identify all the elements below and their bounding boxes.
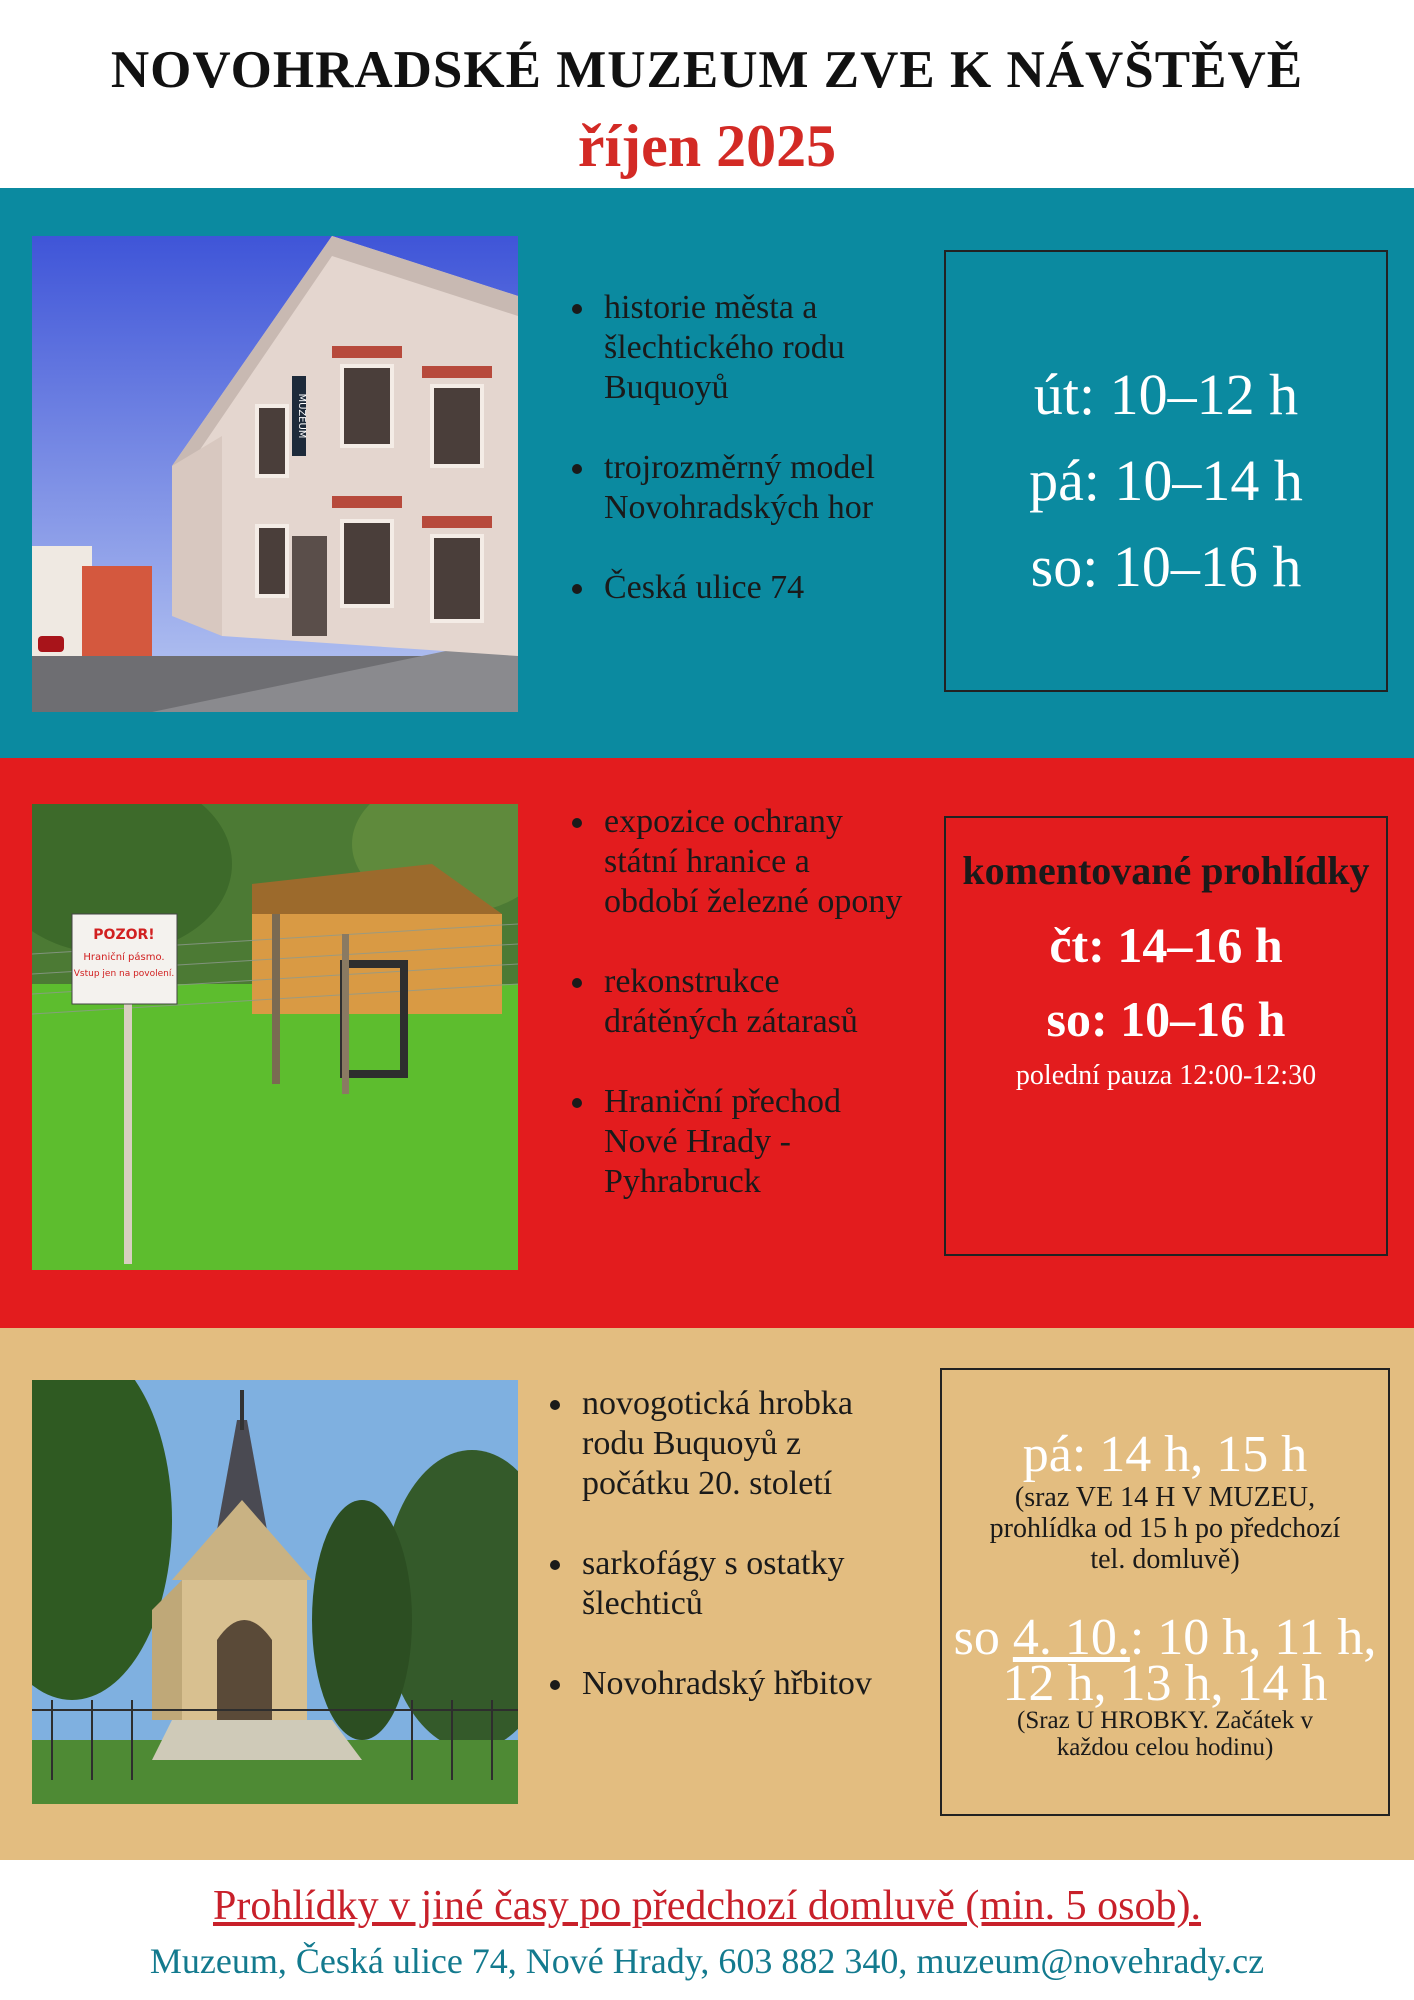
list-item: Hraniční přechod Nové Hrady - Pyhrabruck (570, 1082, 910, 1202)
hours-saturday: so: 10–16 h (1030, 534, 1302, 599)
list-item: Česká ulice 74 (570, 568, 910, 608)
list-item: trojrozměrný model Novohradských hor (570, 448, 910, 528)
museum-building-photo (32, 236, 518, 712)
museum-feature-list (570, 288, 910, 648)
hours-tuesday: út: 10–12 h (1033, 362, 1299, 427)
warning-sign-line: Vstup jen na povolení. (73, 969, 175, 979)
saturday-times: : 10 h, 11 h, (1129, 1609, 1377, 1666)
museum-opening-hours (944, 250, 1388, 692)
list-item: sarkofágy s ostatky šlechticů (548, 1544, 908, 1624)
border-exhibit-photo (32, 804, 518, 1270)
list-item: Novohradský hřbitov (548, 1664, 908, 1704)
poster-title: NOVOHRADSKÉ MUZEUM ZVE K NÁVŠTĚVĚ (110, 41, 1304, 99)
list-item: novogotická hrobka rodu Buquoyů z počátku 20. století (548, 1384, 908, 1504)
saturday-prefix: so (953, 1609, 1013, 1666)
list-item: historie města a šlechtického rodu Buquoyů (570, 288, 910, 408)
guided-tours-heading: komentované prohlídky (962, 848, 1370, 893)
warning-sign-line: Hraniční pásmo. (83, 952, 165, 963)
saturday-date: 4. 10. (1012, 1609, 1130, 1666)
tomb-feature-list (548, 1384, 908, 1744)
poster-subtitle: říjen 2025 (577, 113, 837, 179)
list-item: expozice ochrany státní hranice a období železné opony (570, 802, 910, 922)
poster-header (0, 0, 1414, 188)
guided-tours-hours (944, 816, 1388, 1256)
tomb-chapel-photo (32, 1380, 518, 1804)
saturday-note: (Sraz U HROBKY. Začátek v každou celou hodinu) (1017, 1707, 1313, 1761)
hours-saturday: so: 10–16 h (1046, 991, 1286, 1047)
museum-sign: MUZEUM (296, 393, 307, 439)
friday-note: (sraz VE 14 H V MUZEU, prohlídka od 15 h po předchozí tel. domluvě) (989, 1482, 1341, 1575)
warning-sign-title: POZOR! (93, 927, 155, 943)
border-exhibit-feature-list (570, 802, 910, 1242)
hours-friday: pá: 10–14 h (1029, 448, 1303, 513)
saturday-times-continued: 12 h, 13 h, 14 h (1002, 1655, 1328, 1712)
hours-thursday: čt: 14–16 h (1049, 917, 1283, 973)
other-times-note: Prohlídky v jiné časy po předchozí domluvě (min. 5 osob). (212, 1883, 1201, 1929)
friday-times: pá: 14 h, 15 h (1022, 1426, 1308, 1483)
list-item: rekonstrukce drátěných zátarasů (570, 962, 910, 1042)
contact-info: Muzeum, Česká ulice 74, Nové Hrady, 603 882 340, muzeum@novehrady.cz (149, 1941, 1265, 1981)
tomb-tour-times (940, 1368, 1390, 1816)
lunch-break-note: polední pauza 12:00-12:30 (1015, 1060, 1317, 1091)
